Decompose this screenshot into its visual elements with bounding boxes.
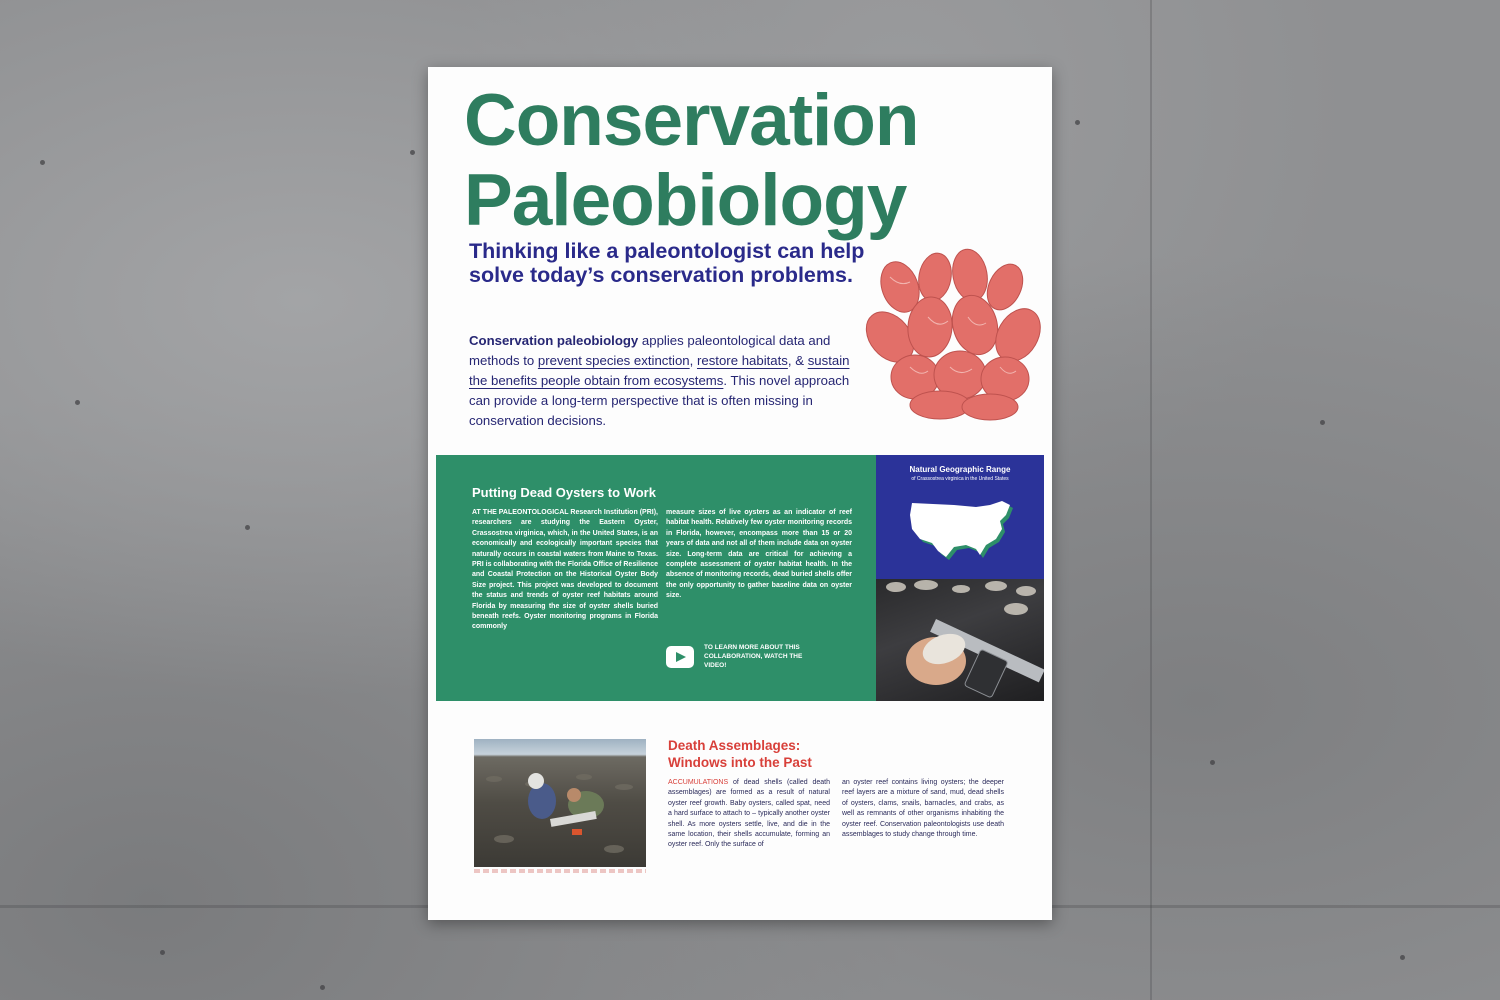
photo-credit-line [474, 869, 646, 873]
intro-sep-1: , [689, 353, 697, 368]
intro-link-extinction: prevent species extinction [537, 353, 690, 368]
wall-hole [160, 950, 165, 955]
poster [428, 67, 1052, 920]
wall-hole [75, 400, 80, 405]
field-photo-art [474, 739, 646, 867]
intro-text-1: applies paleontological data and methods to [469, 333, 831, 368]
wall-hole [245, 525, 250, 530]
death-heading-line-1: Death Assemblages: [668, 738, 801, 753]
intro-paragraph [469, 331, 859, 431]
death-assemblages-column-2: an oyster reef contains living oysters; the deeper reef layers are a mixture of sand, mud, dead shells of oysters, clams, snails, barnacles, and crabs, as well as remnants of other organisms inhabiting the oyster reef. Conservation paleontologists use death assemblages to study change through time. [842, 779, 1004, 839]
oyster-work-panel [436, 455, 876, 701]
wall-hole [1075, 120, 1080, 125]
poster-subtitle: Thinking like a paleontologist can help solve today’s conservation problems. [469, 239, 865, 287]
death-heading-line-2: Windows into the Past [668, 755, 812, 770]
wall-hole [1320, 420, 1325, 425]
death-text-1: of dead shells (called death assemblages) are formed as a result of natural oyster reef growth. Baby oysters, called spat, need a hard surface to attach to – typically another oyster shell. As more oysters settle, live, and die in the same location, their shells accumulate, forming an oyster reef. Only the surface of [668, 779, 830, 849]
range-map-panel [876, 455, 1044, 579]
intro-term: Conservation paleobiology [469, 333, 639, 348]
poster-title [464, 81, 918, 241]
death-assemblages-heading [668, 737, 812, 771]
caliper-measurement-photo [876, 579, 1044, 701]
wall-hole [320, 985, 325, 990]
video-cta-text: TO LEARN MORE ABOUT THIS COLLABORATION, WATCH THE VIDEO! [704, 644, 803, 669]
oyster-work-column-2: measure sizes of live oysters as an indicator of reef habitat health. Relatively few oyster monitoring records in Florida, however, encompass more than 15 or 20 years of data and not all of them include data on oyster size. Long-term data are critical for achieving a complete assessment of oyster habitat health. In the absence of monitoring records, dead buried shells offer the only opportunity to gather baseline data on oyster size. [666, 509, 852, 600]
field-researchers-photo [474, 739, 646, 867]
intro-link-habitats: restore habitats [696, 353, 788, 368]
intro-sep-2: , & [787, 353, 808, 368]
intro-text-2: . This novel approach can provide a long-term perspective that is often missing in conservation decisions. [469, 373, 850, 428]
caliper-photo-art [876, 579, 1044, 701]
title-line-2: Paleobiology [464, 160, 907, 241]
wall-hole [40, 160, 45, 165]
intro-link-ecosystems: sustain the benefits people obtain from ecosystems [469, 353, 850, 388]
oyster-cluster-illustration [860, 247, 1050, 427]
range-map-title: Natural Geographic Range [909, 465, 1011, 474]
title-line-1: Conservation [464, 80, 919, 161]
us-map-icon [906, 495, 1016, 565]
play-icon[interactable] [666, 646, 694, 668]
oyster-work-column-1 [472, 508, 658, 633]
video-cta[interactable] [666, 643, 804, 670]
wall-hole [1400, 955, 1405, 960]
oyster-work-text-1: Research Institution (PRI), researchers are studying the Eastern Oyster, Crassostrea virginica, which, in the United States, is an economically and ecologically important species that naturally occurs in coastal waters from Maine to Texas. PRI is collaborating with the Florida Office of Resilience and Coastal Protection on the Historical Oyster Body Size project. This project was developed to document the status and trends of oyster reef habitats around Florida by measuring the size of oyster shells buried beneath reefs. Oyster monitoring programs in Florida commonly [472, 509, 658, 631]
wall-hole [410, 150, 415, 155]
wall-hole [1210, 760, 1215, 765]
wall-seam [1150, 0, 1152, 1000]
oyster-work-lead: AT THE PALEONTOLOGICAL [472, 509, 569, 516]
oyster-work-heading: Putting Dead Oysters to Work [472, 485, 656, 500]
death-lead: ACCUMULATIONS [668, 779, 729, 786]
range-map-subtitle: of Crassostrea virginica in the United States [911, 476, 1009, 482]
death-assemblages-column-1 [668, 778, 830, 851]
